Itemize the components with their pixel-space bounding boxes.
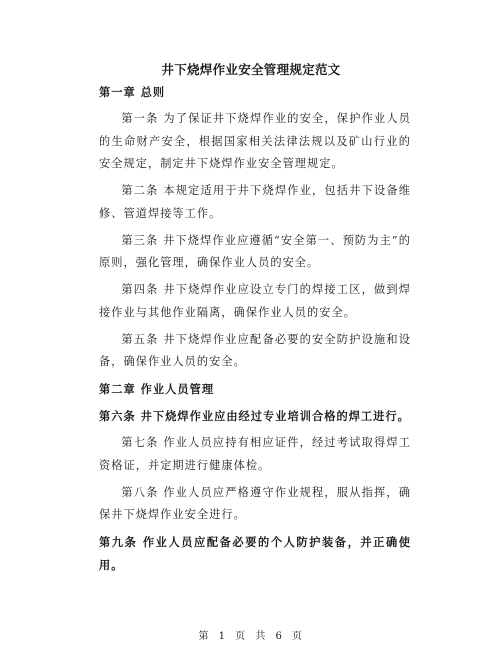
document-title: 井下烧焊作业安全管理规定范文 [161,62,341,77]
article-4: 第四条 井下烧焊作业应设立专门的焊接工区，做到焊接作业与其他作业隔离，确保作业人员的安全。 [99,283,411,319]
article-9: 第九条 作业人员应配备必要的个人防护装备，并正确使用。 [99,535,411,572]
article-5: 第五条 井下烧焊作业应配备必要的安全防护设施和设备，确保作业人员的安全。 [99,332,411,368]
article-1: 第一条 为了保证井下烧焊作业的安全，保护作业人员的生命财产安全，根据国家相关法律法规以及矿山行业的安全规定，制定井下烧焊作业安全管理规定。 [99,112,411,170]
chapter-heading-2: 第二章 作业人员管理 [99,382,215,396]
article-2: 第二条 本规定适用于井下烧焊作业，包括井下设备维修、管道焊接等工作。 [99,184,411,220]
article-7: 第七条 作业人员应持有相应证件，经过考试取得焊工资格证，并定期进行健康体检。 [99,436,411,472]
article-8: 第八条 作业人员应严格遵守作业规程，服从指挥，确保井下烧焊作业安全进行。 [99,485,411,521]
page-number-footer: 第 1 页 共 6 页 [198,631,304,642]
chapter-heading-1: 第一章 总则 [99,85,166,99]
document-body [99,81,411,581]
article-3: 第三条 井下烧焊作业应遵循“安全第一、预防为主”的原则，强化管理，确保作业人员的安全。 [99,233,411,269]
article-6: 第六条 井下烧焊作业应由经过专业培训合格的焊工进行。 [99,409,410,423]
